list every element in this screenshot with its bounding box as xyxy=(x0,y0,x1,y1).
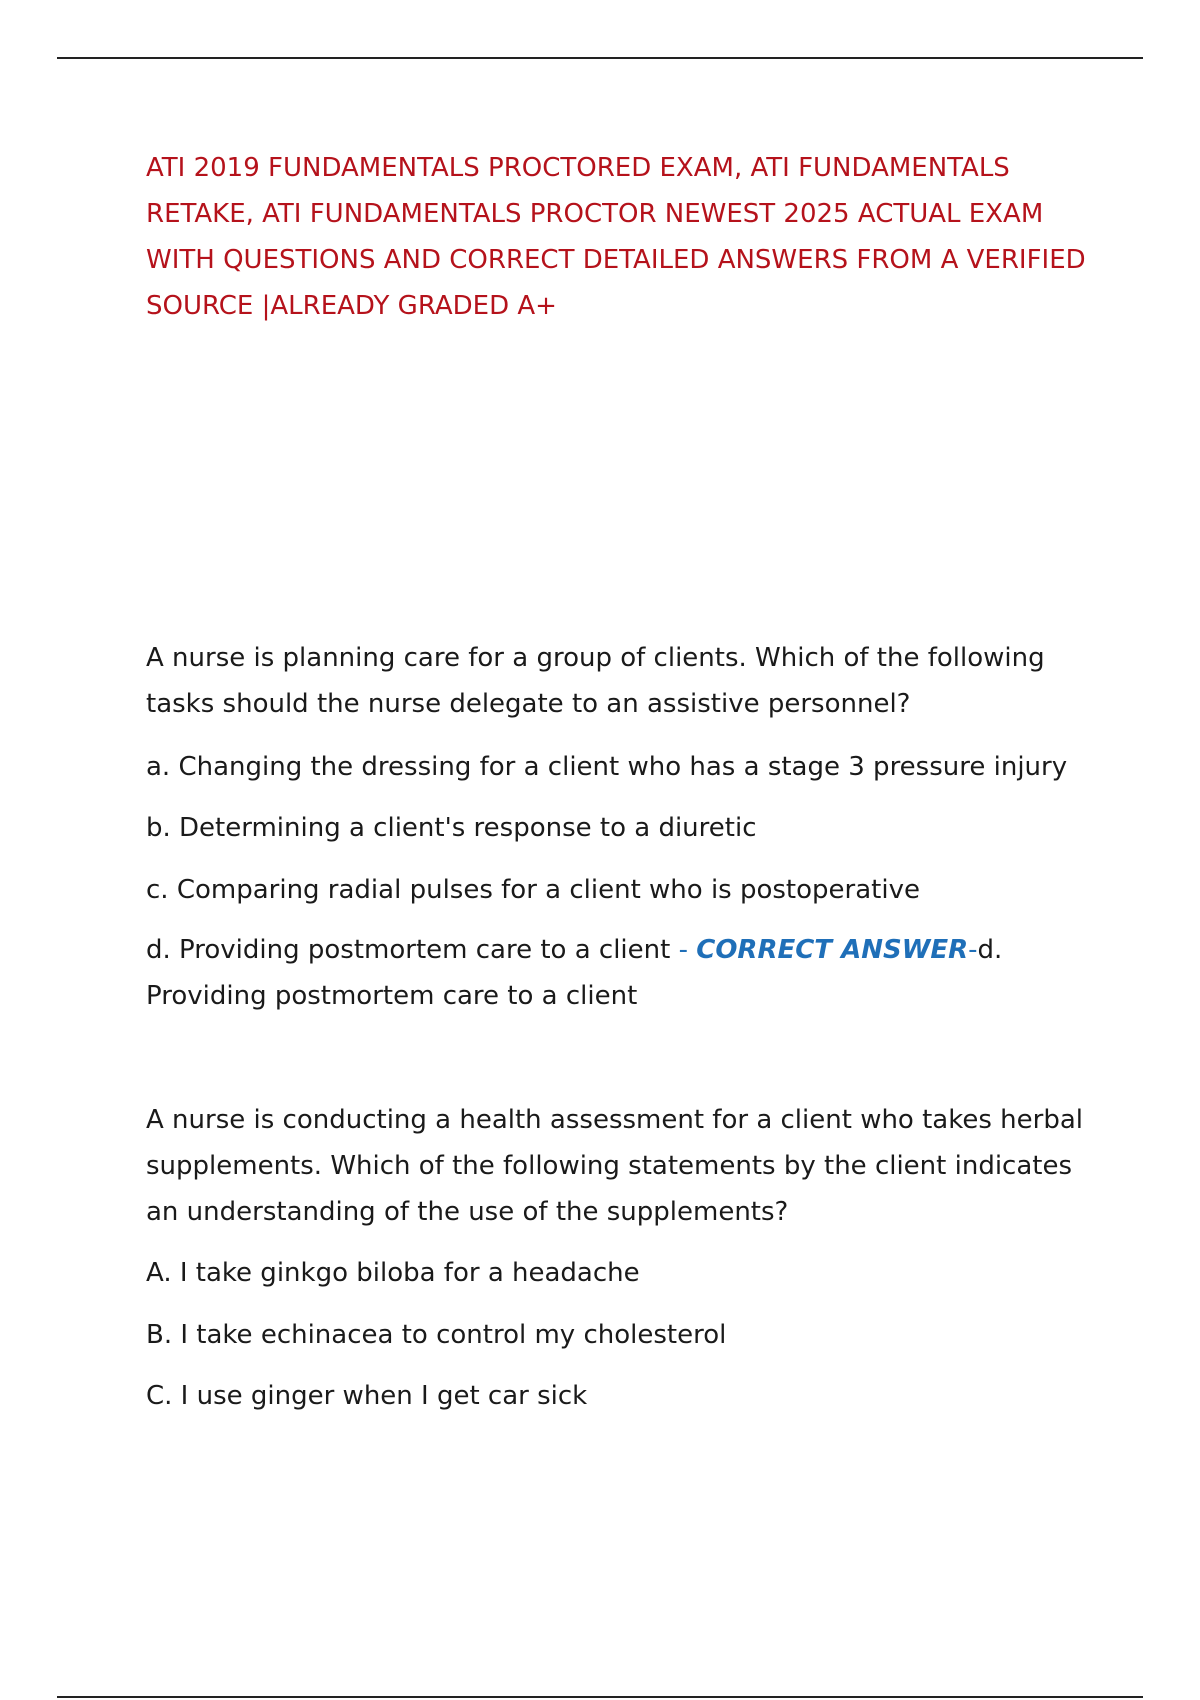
question-1-option-d: d. Providing postmortem care to a client xyxy=(146,935,671,965)
question-2-option-a: A. I take ginkgo biloba for a headache xyxy=(146,1258,640,1288)
top-rule xyxy=(57,57,1143,59)
document-title: ATI 2019 FUNDAMENTALS PROCTORED EXAM, ATI FUNDAMENTALS RETAKE, ATI FUNDAMENTALS PROCTOR NEWEST 2025 ACTUAL EXAM WITH QUESTIONS AND CORRECT DETAILED ANSWERS FROM A VERIFIED SOURCE |ALREADY GRADED A+ xyxy=(146,153,1086,321)
bottom-rule xyxy=(57,1696,1143,1698)
correct-answer-label: CORRECT ANSWER xyxy=(696,935,969,965)
question-1-option-d-with-answer xyxy=(146,927,1106,1019)
correct-answer-text: d. Providing postmortem care to a client xyxy=(146,935,1003,1011)
question-1-option-b: b. Determining a client's response to a diuretic xyxy=(146,813,757,843)
question-1-text: A nurse is planning care for a group of clients. Which of the following tasks should the nurse delegate to an assistive personnel? xyxy=(146,643,1045,719)
answer-separator: - xyxy=(670,935,697,965)
question-1-option-a: a. Changing the dressing for a client who has a stage 3 pressure injury xyxy=(146,752,1068,782)
answer-dash: - xyxy=(968,935,978,965)
question-2-option-c: C. I use ginger when I get car sick xyxy=(146,1381,588,1411)
question-2-text: A nurse is conducting a health assessment for a client who takes herbal supplements. Which of the following statements by the client indicates an understanding of the use of the supplements? xyxy=(146,1105,1083,1227)
question-2-option-b: B. I take echinacea to control my cholesterol xyxy=(146,1320,727,1350)
question-1-option-c: c. Comparing radial pulses for a client who is postoperative xyxy=(146,875,920,905)
